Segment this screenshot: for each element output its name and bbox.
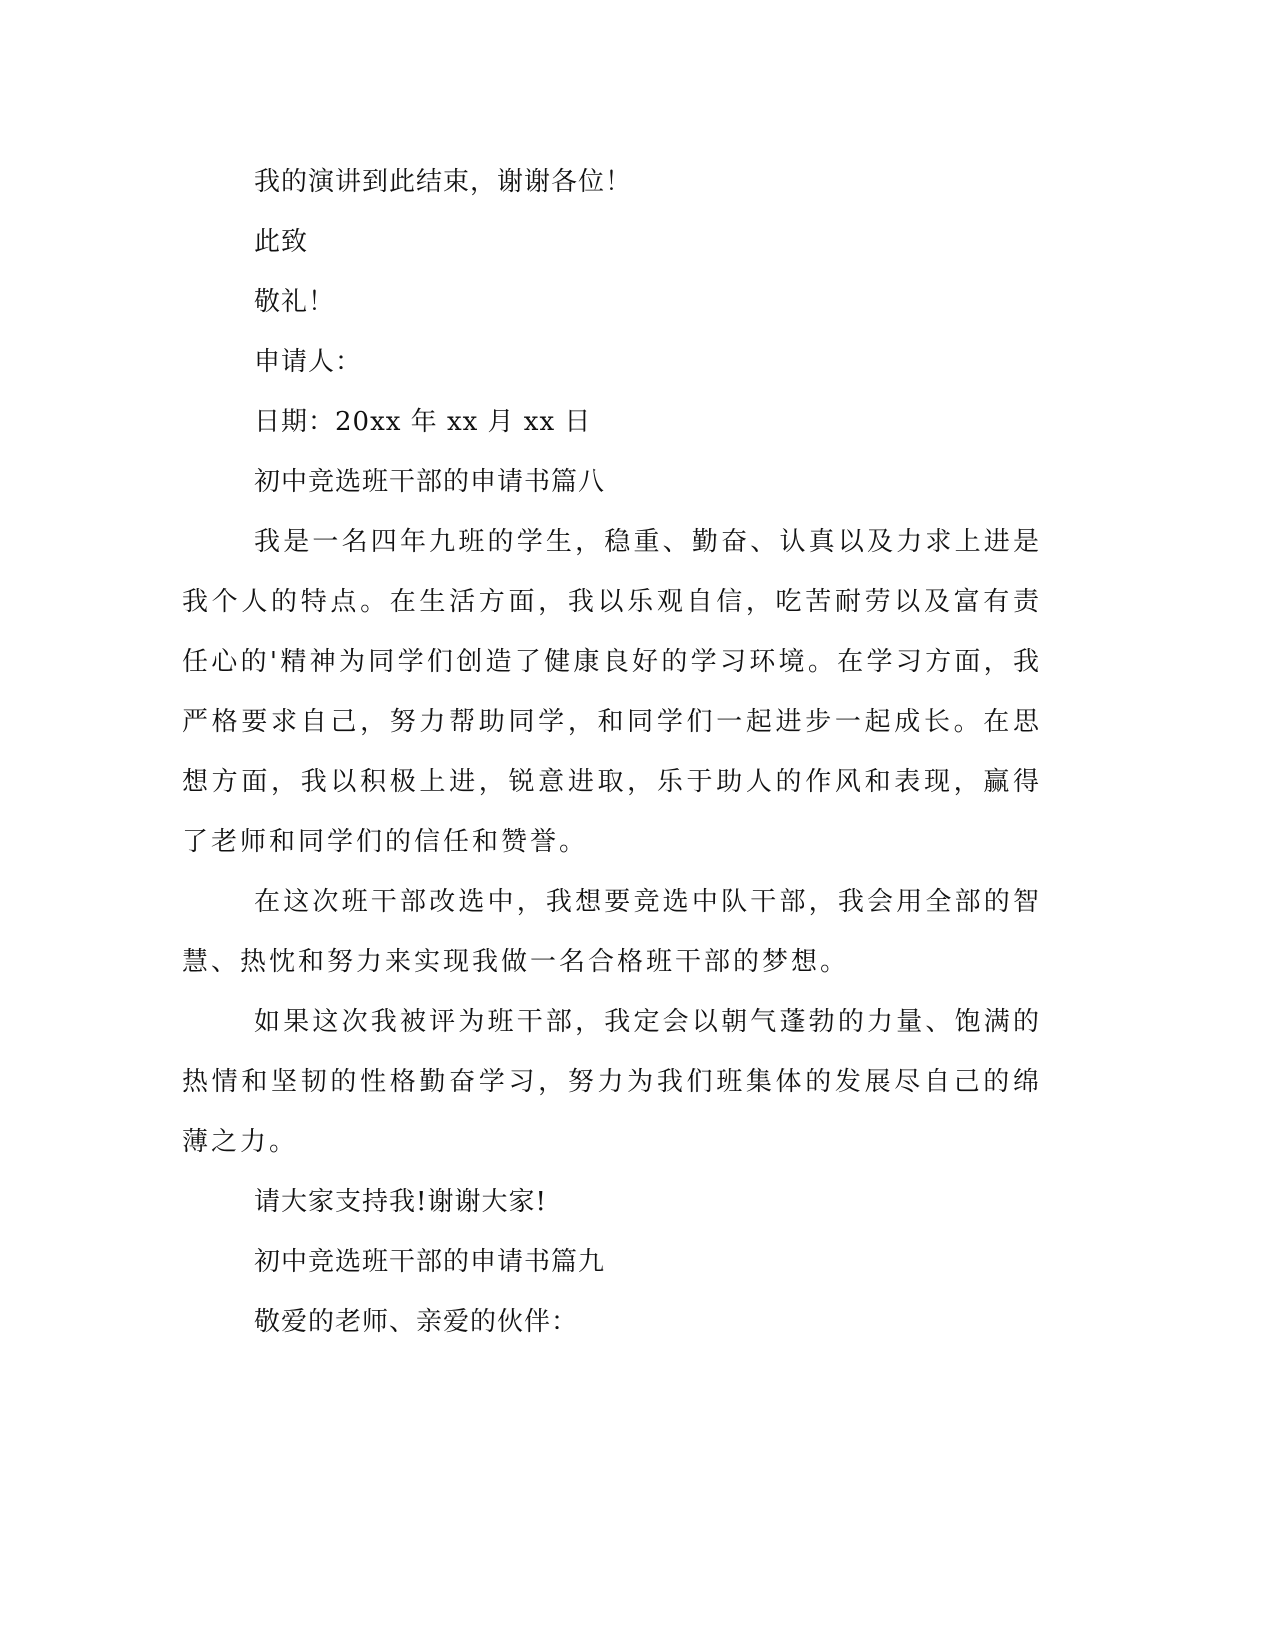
date-line: 日期：20xx 年 xx 月 xx 日 — [254, 407, 592, 437]
applicant-line: 申请人： — [254, 347, 363, 377]
document-body — [182, 152, 1042, 1352]
body-paragraph-3: 如果这次我被评为班干部，我定会以朝气蓬勃的力量、饱满的热情和坚韧的性格勤奋学习，努力为我们班集体的发展尽自己的绵薄之力。 — [182, 1007, 1042, 1157]
section-heading-9: 初中竞选班干部的申请书篇九 — [254, 1247, 606, 1277]
closing-remark: 我的演讲到此结束，谢谢各位！ — [254, 167, 633, 197]
section-heading-8: 初中竞选班干部的申请书篇八 — [254, 467, 606, 497]
support-request-line: 请大家支持我!谢谢大家! — [254, 1187, 547, 1217]
regards-line: 敬礼！ — [254, 287, 336, 317]
body-paragraph-2: 在这次班干部改选中，我想要竞选中队干部，我会用全部的智慧、热忱和努力来实现我做一名合格班干部的梦想。 — [182, 887, 1042, 977]
salutation-line: 此致 — [254, 227, 309, 257]
greeting-line: 敬爱的老师、亲爱的伙伴： — [254, 1307, 579, 1337]
body-paragraph-1: 我是一名四年九班的学生，稳重、勤奋、认真以及力求上进是我个人的特点。在生活方面，我以乐观自信，吃苦耐劳以及富有责任心的'精神为同学们创造了健康良好的学习环境。在学习方面，我严格要求自己，努力帮助同学，和同学们一起进步一起成长。在思想方面，我以积极上进，锐意进取，乐于助人的作风和表现，赢得了老师和同学们的信任和赞誉。 — [182, 527, 1042, 857]
